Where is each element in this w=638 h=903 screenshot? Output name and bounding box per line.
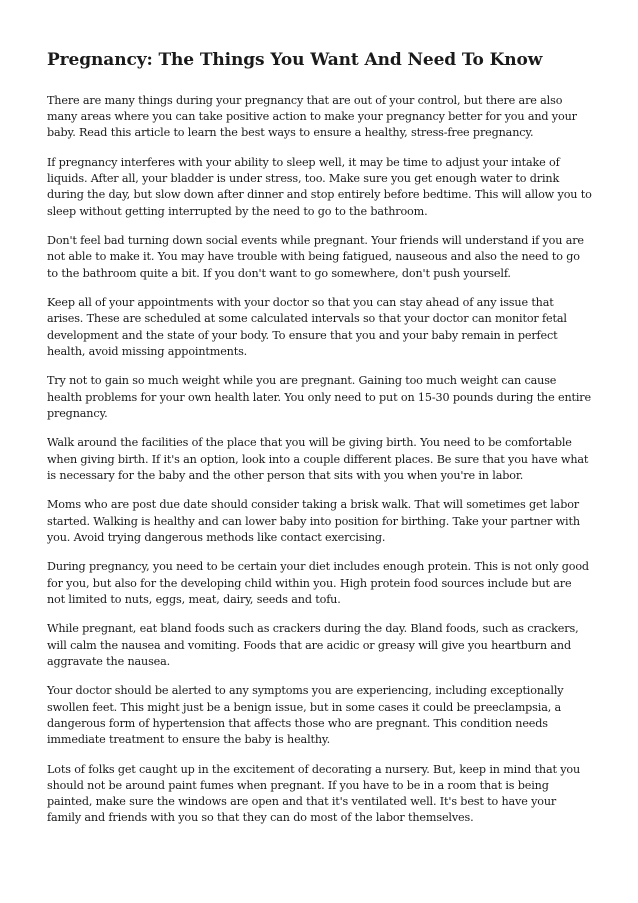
paragraph-8: During pregnancy, you need to be certain your diet includes enough protein. This is not only good for you, but also for the developing child within you. High protein food sources include but are not limited to nuts, eggs, meat, dairy, seeds and tofu.	[47, 560, 589, 606]
paragraph-7: Moms who are post due date should consider taking a brisk walk. That will sometimes get labor started. Walking is healthy and can lower baby into position for birthing. Take your partner with you. Avoid trying dangerous methods like contact exercising.	[47, 498, 580, 544]
paragraph-3: Don't feel bad turning down social events while pregnant. Your friends will understand if you are not able to make it. You may have trouble with being fatigued, nauseous and also the need to go to the bathroom quite a bit. If you don't want to go somewhere, don't push yourself.	[47, 234, 584, 280]
paragraph-6: Walk around the facilities of the place that you will be giving birth. You need to be comfortable when giving birth. If it's an option, look into a couple different places. Be sure that you have what is necessary for the baby and the other person that sits with you when you're in labor.	[47, 436, 589, 482]
paragraph-11: Lots of folks get caught up in the excitement of decorating a nursery. But, keep in mind that you should not be around paint fumes when pregnant. If you have to be in a room that is being painted, make sure the windows are open and that it's ventilated well. It's best to have your family and friends with you so that they can do most of the labor themselves.	[47, 762, 581, 825]
document-title: Pregnancy: The Things You Want And Need To Know	[47, 50, 543, 70]
paragraph-5: Try not to gain so much weight while you are pregnant. Gaining too much weight can cause health problems for your own health later. You only need to put on 15-30 pounds during the entire pregnancy.	[47, 374, 591, 420]
paragraph-10: Your doctor should be alerted to any symptoms you are experiencing, including exceptionally swollen feet. This might just be a benign issue, but in some cases it could be preeclampsia, a dangerous form of hypertension that affects those who are pregnant. This condition needs immediate treatment to ensure the baby is healthy.	[47, 684, 564, 747]
paragraph-4: Keep all of your appointments with your doctor so that you can stay ahead of any issue that arises. These are scheduled at some calculated intervals so that your doctor can monitor fetal development and the state of your body. To ensure that you and your baby remain in perfect health, avoid missing appointments.	[47, 296, 567, 358]
paragraph-2: If pregnancy interferes with your ability to sleep well, it may be time to adjust your intake of liquids. After all, your bladder is under stress, too. Make sure you get enough water to drink during the day, but slow down after dinner and stop entirely before bedtime. This will allow you to sleep without getting interrupted by the need to go to the bathroom.	[47, 156, 592, 218]
paragraph-9: While pregnant, eat bland foods such as crackers during the day. Bland foods, such as crackers, will calm the nausea and vomiting. Foods that are acidic or greasy will give you heartburn and aggravate the nausea.	[47, 622, 579, 668]
paragraph-1: There are many things during your pregnancy that are out of your control, but there are also many areas where you can take positive action to make your pregnancy better for you and your baby. Read this article to learn the best ways to ensure a healthy, stress-free pregnancy.	[47, 94, 577, 140]
